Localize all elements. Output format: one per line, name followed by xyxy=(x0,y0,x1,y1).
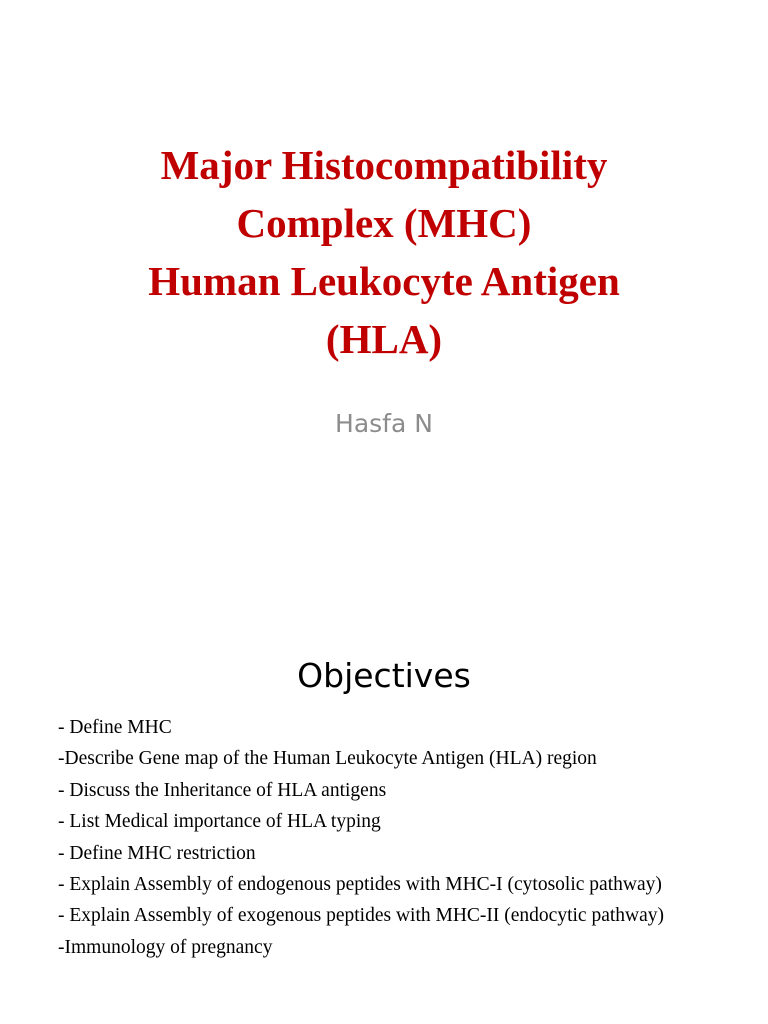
title-line: Major Histocompatibility xyxy=(160,142,608,188)
objectives-heading: Objectives xyxy=(297,656,471,695)
objective-item: - Define MHC restriction xyxy=(58,842,256,864)
title-line: (HLA) xyxy=(325,316,443,362)
slide-title xyxy=(0,136,768,368)
objective-item: - List Medical importance of HLA typing xyxy=(58,811,381,833)
author-name: Hasfa N xyxy=(335,409,433,438)
title-line: Human Leukocyte Antigen xyxy=(148,258,620,304)
objective-item: - Discuss the Inheritance of HLA antigens xyxy=(58,779,387,801)
objective-item: - Explain Assembly of exogenous peptides with MHC-II (endocytic pathway) xyxy=(58,905,664,927)
objective-item: - Explain Assembly of endogenous peptides with MHC-I (cytosolic pathway) xyxy=(58,874,662,896)
objective-item: -Describe Gene map of the Human Leukocyte Antigen (HLA) region xyxy=(58,748,597,770)
objectives-slide xyxy=(0,512,768,1024)
title-line: Complex (MHC) xyxy=(236,200,532,246)
objectives-list xyxy=(58,712,758,963)
objective-item: -Immunology of pregnancy xyxy=(58,936,273,958)
objective-item: - Define MHC xyxy=(58,717,172,738)
